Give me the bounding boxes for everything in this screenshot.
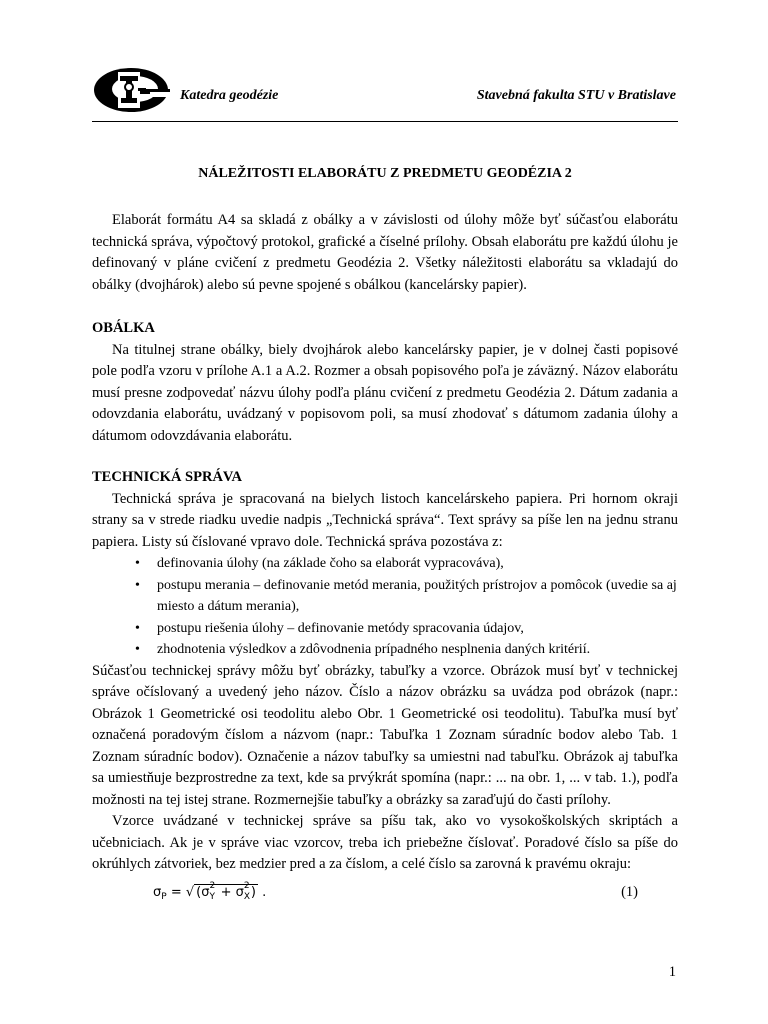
equals-sign: = [166, 884, 186, 900]
list-item-text: postupu riešenia úlohy – definovanie metódy spracovania údajov, [157, 620, 524, 636]
figures-tables-paragraph: Súčasťou technickej správy môžu byť obrázky, tabuľky a vzorce. Obrázok musí byť v technickej správe očíslovaný a uvedený jeho názov. Číslo a názov obrázku sa uvádza pod obrázok (napr.: Obrázok 1 Geometrické osi teodolitu alebo Obr. 1 Geometrické osi teodolitu). Tabuľka musí byť označená poradovým číslom a názvom (napr.: Tabuľka 1 Zoznam súradníc bodov alebo Tab. 1 Zoznam súradníc bodov). Označenie a názov tabuľky sa umiestni nad tabuľku. Obrázok aj tabuľka sa umiestňuje bezprostredne za text, kde sa prvýkrát spomína (napr.: ... na obr. 1, ... v tab. 1.), podľa možnosti na tej istej strane. Rozmernejšie tabuľky a obrázky sa zaraďujú do časti prílohy. [92, 662, 678, 808]
list-item-text: definovania úlohy (na základe čoho sa elaborát vypracováva), [157, 556, 504, 571]
page-header [92, 66, 678, 122]
bullet-icon: • [135, 620, 140, 636]
sigma-symbol: σ [201, 884, 210, 900]
formula-1 [92, 880, 678, 912]
formulas-paragraph: Vzorce uvádzané v technickej správe sa píšu tak, ako vo vysokoškolských skriptách a učebniciach. Ak je v správe viac vzorcov, treba ich priebežne číslovať. Poradové číslo sa píše do okrúhlych zátvoriek, bez medzier pred a za číslom, a celé číslo sa zarovná k pravému okraju: [92, 813, 678, 872]
formula-number: (1) [621, 883, 638, 900]
list-item-text: zhodnotenia výsledkov a zdôvodnenia prípadného nesplnenia daných kritérií. [157, 642, 591, 657]
list-item [92, 553, 678, 575]
sigma-symbol: σ [235, 884, 244, 900]
subscript-p: P [161, 891, 167, 902]
obalka-paragraph: Na titulnej strane obálky, biely dvojhárok alebo kancelársky papier, je v dolnej časti popisové pole podľa vzoru v prílohe A.1 a A.2. Rozmer a obsah popisového poľa je záväzný. Názov elaborátu musí presne zodpovedať názvu úlohy podľa plánu cvičení z predmetu Geodézia 2. Dátum zadania a odovzdania elaborátu, uvádzaný v popisovom poli, sa musí zhodovať s dátumom zadania úlohy a dátumom odovzdávania elaborátu. [92, 341, 678, 444]
list-item [92, 618, 678, 640]
bullet-icon: • [135, 642, 140, 657]
bullet-icon: • [135, 556, 140, 571]
square-root-icon: √ [185, 884, 195, 900]
sigma-symbol: σ [153, 884, 162, 900]
list-item-text: postupu merania – definovanie metód merania, použitých prístrojov a pomôcok (uvedie sa aj miesto a dátum merania), [157, 577, 677, 614]
formula-expression: $\sigma_P$ = √ (σ 2 Y + σ 2 X ) . [153, 881, 267, 902]
plus-sign: + [216, 884, 236, 900]
section-heading-obalka: OBÁLKA [92, 320, 155, 336]
section-heading-technicka: TECHNICKÁ SPRÁVA [92, 469, 242, 485]
technicka-paragraph: Technická správa je spracovaná na bielych listoch kancelárskeho papiera. Pri hornom okraji strany sa v strede riadku uvedie nadpis „Technická správa“. Text správy sa píše len na jednu stranu papiera. Listy sú číslované vpravo dole. Technická správa pozostáva z: [92, 490, 678, 550]
page-number: 1 [668, 964, 676, 980]
intro-paragraph: Elaborát formátu A4 sa skladá z obálky a v závislosti od úlohy môže byť súčasťou elaborátu technická správa, výpočtový protokol, grafické a číselné prílohy. Obsah elaborátu pre každú úlohu je definovaný v pláne cvičení z predmetu Geodézia 2. Všetky náležitosti elaborátu sa vkladajú do obálky (dvojhárok) alebo sú pevne spojené s obálkou (kancelársky papier). [92, 212, 678, 293]
document-body [92, 210, 678, 912]
header-divider [92, 121, 678, 122]
bullet-icon: • [135, 577, 140, 593]
department-logo [92, 66, 170, 114]
radicand: (σ 2 Y + σ 2 X ) [196, 881, 256, 902]
spacer [92, 447, 678, 467]
list-item [92, 639, 678, 661]
document-title: NÁLEŽITOSTI ELABORÁTU Z PREDMETU GEODÉZIA 2 [198, 166, 572, 181]
technicka-bullet-list [92, 553, 678, 661]
department-name: Katedra geodézie [180, 88, 279, 103]
list-item [92, 575, 678, 618]
faculty-name: Stavebná fakulta STU v Bratislave [476, 88, 676, 103]
spacer [92, 296, 678, 318]
